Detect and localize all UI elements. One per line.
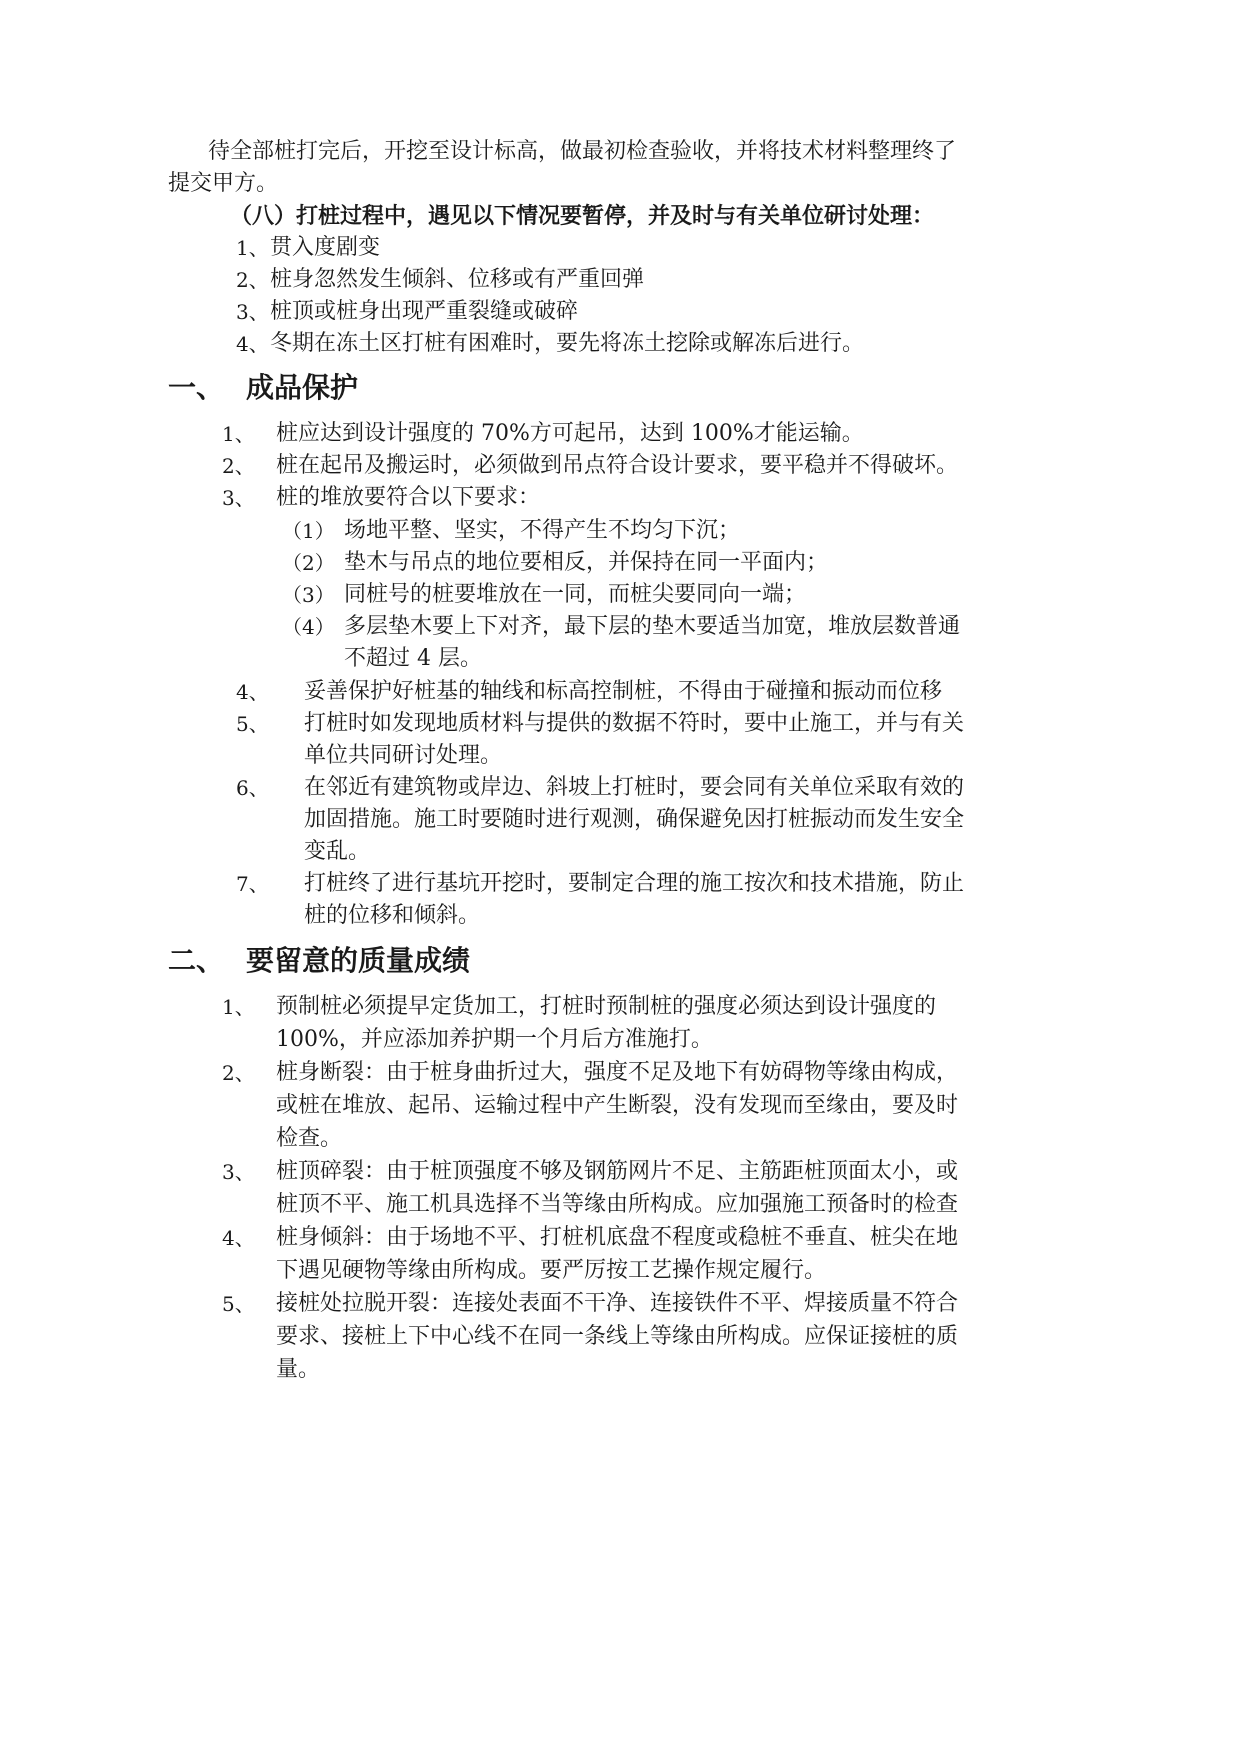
section2-item-num: 3、: [222, 1160, 255, 1184]
section1-item-text: 在邻近有建筑物或岸边、斜坡上打桩时，要会同有关单位采取有效的: [304, 775, 965, 800]
section2-item-text-cont: 量。: [276, 1357, 321, 1382]
section1-item-text-cont: 加固措施。施工时要随时进行观测，确保避免因打桩振动而发生安全: [304, 807, 965, 832]
section1-item-num: 2、: [222, 454, 255, 478]
section1-item-text-cont: 桩的位移和倾斜。: [304, 903, 481, 928]
section1-item-num: 5、: [236, 712, 269, 736]
pause-item-text: 冬期在冻土区打桩有困难时，要先将冻土挖除或解冻后进行。: [270, 331, 865, 356]
section1-item-text: 桩的堆放要符合以下要求：: [276, 485, 541, 510]
intro-line-2: 提交甲方。: [168, 171, 279, 196]
subitem-text-cont: 不超过 4 层。: [344, 646, 482, 671]
subitem-num: （3）: [282, 583, 335, 607]
pause-item-num: 3、: [236, 300, 269, 324]
subitem-num: （4）: [282, 615, 335, 639]
pause-item-text: 贯入度剧变: [270, 235, 381, 260]
subitem-num: （1）: [282, 519, 335, 543]
section1-item-num: 6、: [236, 776, 269, 800]
pause-item-text: 桩顶或桩身出现严重裂缝或破碎: [270, 299, 579, 324]
section2-item-num: 5、: [222, 1292, 255, 1316]
subitem-text: 多层垫木要上下对齐，最下层的垫木要适当加宽，堆放层数普通: [344, 614, 961, 639]
subitem-text: 场地平整、坚实，不得产生不均匀下沉；: [344, 518, 741, 543]
section2-item-text-cont: 下遇见硬物等缘由所构成。要严厉按工艺操作规定履行。: [276, 1258, 827, 1283]
section1-title: 成品保护: [246, 371, 359, 404]
subitem-text: 同桩号的桩要堆放在一同，而桩尖要同向一端；: [344, 582, 807, 607]
section1-item-num: 1、: [222, 422, 255, 446]
section1-number: 一、: [168, 371, 225, 404]
section2-item-text-cont: 或桩在堆放、起吊、运输过程中产生断裂，没有发现而至缘由，要及时: [276, 1093, 959, 1118]
section2-item-text: 接桩处拉脱开裂：连接处表面不干净、连接铁件不平、焊接质量不符合: [276, 1291, 959, 1316]
section1-item-text-cont: 变乱。: [304, 839, 371, 864]
section1-item-text-cont: 单位共同研讨处理。: [304, 743, 503, 768]
section1-item-text: 打桩终了进行基坑开挖时，要制定合理的施工按次和技术措施，防止: [304, 871, 965, 896]
section2-item-text: 桩身倾斜：由于场地不平、打桩机底盘不程度或稳桩不垂直、桩尖在地: [276, 1225, 959, 1250]
section2-item-num: 4、: [222, 1226, 255, 1250]
section1-item-text: 桩在起吊及搬运时，必须做到吊点符合设计要求，要平稳并不得破坏。: [276, 453, 959, 478]
section2-item-text: 桩身断裂：由于桩身曲折过大，强度不足及地下有妨碍物等缘由构成，: [276, 1060, 959, 1085]
section2-item-num: 2、: [222, 1061, 255, 1085]
section2-title: 要留意的质量成绩: [246, 944, 471, 977]
section1-item-num: 3、: [222, 486, 255, 510]
subitem-text: 垫木与吊点的地位要相反，并保持在同一平面内；: [344, 550, 829, 575]
pause-item-num: 1、: [236, 236, 269, 260]
pause-heading: （八）打桩过程中，遇见以下情况要暂停，并及时与有关单位研讨处理：: [230, 203, 935, 229]
section2-item-text-cont: 要求、接桩上下中心线不在同一条线上等缘由所构成。应保证接桩的质: [276, 1324, 959, 1349]
section2-item-num: 1、: [222, 995, 255, 1019]
subitem-num: （2）: [282, 551, 335, 575]
section1-item-text: 打桩时如发现地质材料与提供的数据不符时，要中止施工，并与有关: [304, 711, 965, 736]
section1-item-num: 7、: [236, 872, 269, 896]
section1-item-text: 妥善保护好桩基的轴线和标高控制桩，不得由于碰撞和振动而位移: [304, 679, 943, 704]
pause-item-num: 4、: [236, 332, 269, 356]
section2-item-text-cont: 桩顶不平、施工机具选择不当等缘由所构成。应加强施工预备时的检查: [276, 1192, 959, 1217]
pause-item-num: 2、: [236, 268, 269, 292]
section1-item-num: 4、: [236, 680, 269, 704]
section1-item-text: 桩应达到设计强度的 70%方可起吊，达到 100%才能运输。: [276, 421, 864, 446]
section2-item-text: 桩顶碎裂：由于桩顶强度不够及钢筋网片不足、主筋距桩顶面太小，或: [276, 1159, 959, 1184]
section2-item-text-cont: 100%，并应添加养护期一个月后方准施打。: [276, 1027, 713, 1052]
pause-item-text: 桩身忽然发生倾斜、位移或有严重回弹: [270, 267, 645, 292]
intro-line-1: 待全部桩打完后，开挖至设计标高，做最初检查验收，并将技术材料整理终了: [208, 139, 957, 164]
section2-item-text-cont: 检查。: [276, 1126, 343, 1151]
section2-item-text: 预制桩必须提早定货加工，打桩时预制桩的强度必须达到设计强度的: [276, 994, 937, 1019]
section2-number: 二、: [168, 944, 225, 977]
